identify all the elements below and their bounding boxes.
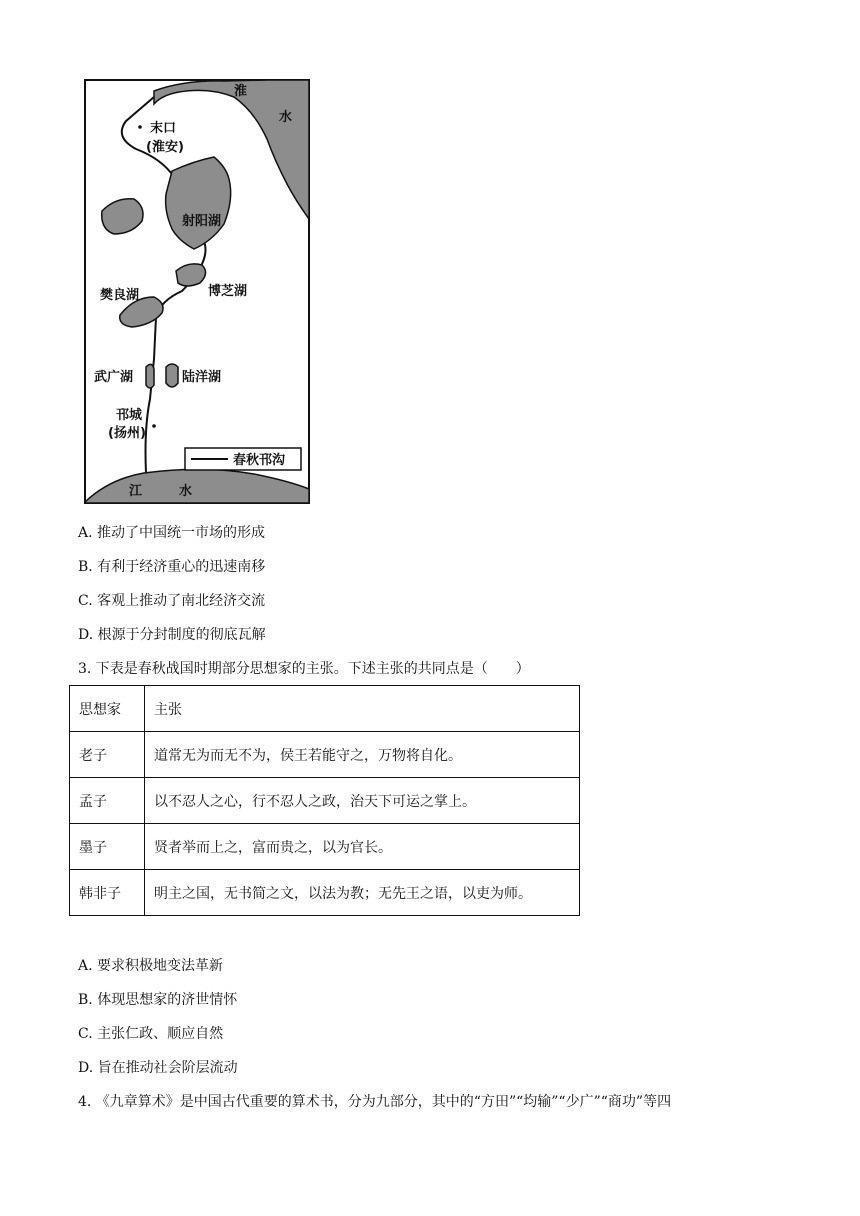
q2-option-d[interactable]: D. 根源于分封制度的彻底瓦解 — [78, 627, 266, 643]
label-hancheng: 邗城 — [116, 408, 143, 423]
map-figure — [84, 79, 310, 504]
label-fanliang: 樊良湖 — [100, 288, 140, 303]
hancheng-dot — [152, 424, 156, 428]
mokou-dot — [138, 125, 142, 129]
q3-stem: 3. 下表是春秋战国时期部分思想家的主张。下述主张的共同点是（ ） — [78, 661, 530, 677]
label-huaian: (淮安) — [146, 140, 184, 155]
label-bozhi: 博芝湖 — [208, 284, 248, 299]
q3-option-c[interactable]: C. 主张仁政、顺应自然 — [78, 1026, 224, 1042]
header-thinker: 思想家 — [70, 686, 145, 732]
table-row — [70, 732, 580, 778]
lake-bozhi — [176, 264, 206, 286]
q4-stem: 4. 《九章算术》是中国古代重要的算术书，分为九部分，其中的“方田”“均输”“少广”“商功”等四 — [78, 1094, 672, 1110]
table-cell: 老子 — [70, 732, 145, 778]
q3-option-a[interactable]: A. 要求积极地变法革新 — [78, 958, 224, 974]
header-proposition: 主张 — [145, 686, 580, 732]
table-cell: 明主之国，无书简之文，以法为教；无先王之语，以吏为师。 — [145, 870, 580, 916]
table-cell: 韩非子 — [70, 870, 145, 916]
label-huai-b: 水 — [279, 110, 293, 125]
label-jiang-b: 水 — [179, 484, 193, 499]
label-jiang-a: 江 — [129, 484, 143, 499]
thinkers-table — [69, 685, 580, 916]
q2-option-c[interactable]: C. 客观上推动了南北经济交流 — [78, 593, 266, 609]
label-mokou: 末口 — [150, 121, 177, 136]
lake-luyang — [166, 364, 178, 387]
q2-option-b[interactable]: B. 有利于经济重心的迅速南移 — [78, 559, 266, 575]
table-row — [70, 778, 580, 824]
legend-label: 春秋邗沟 — [233, 453, 286, 468]
table-row — [70, 824, 580, 870]
q2-option-a[interactable]: A. 推动了中国统一市场的形成 — [78, 525, 266, 541]
table-cell: 墨子 — [70, 824, 145, 870]
table-row — [70, 870, 580, 916]
table-cell: 孟子 — [70, 778, 145, 824]
table-cell: 以不忍人之心，行不忍人之政，治天下可运之掌上。 — [145, 778, 580, 824]
label-luyang: 陆洋湖 — [182, 370, 222, 385]
lake-wuguang — [146, 364, 154, 388]
label-sheyang: 射阳湖 — [182, 214, 222, 229]
q3-option-b[interactable]: B. 体现思想家的济世情怀 — [78, 992, 238, 1008]
table-cell: 贤者举而上之，富而贵之，以为官长。 — [145, 824, 580, 870]
table-cell: 道常无为而无不为，侯王若能守之，万物将自化。 — [145, 732, 580, 778]
label-yangzhou: (扬州) — [108, 426, 146, 441]
label-huai-a: 淮 — [234, 84, 248, 99]
label-wuguang: 武广湖 — [94, 370, 134, 385]
table-header-row — [70, 686, 580, 732]
q3-option-d[interactable]: D. 旨在推动社会阶层流动 — [78, 1060, 238, 1076]
